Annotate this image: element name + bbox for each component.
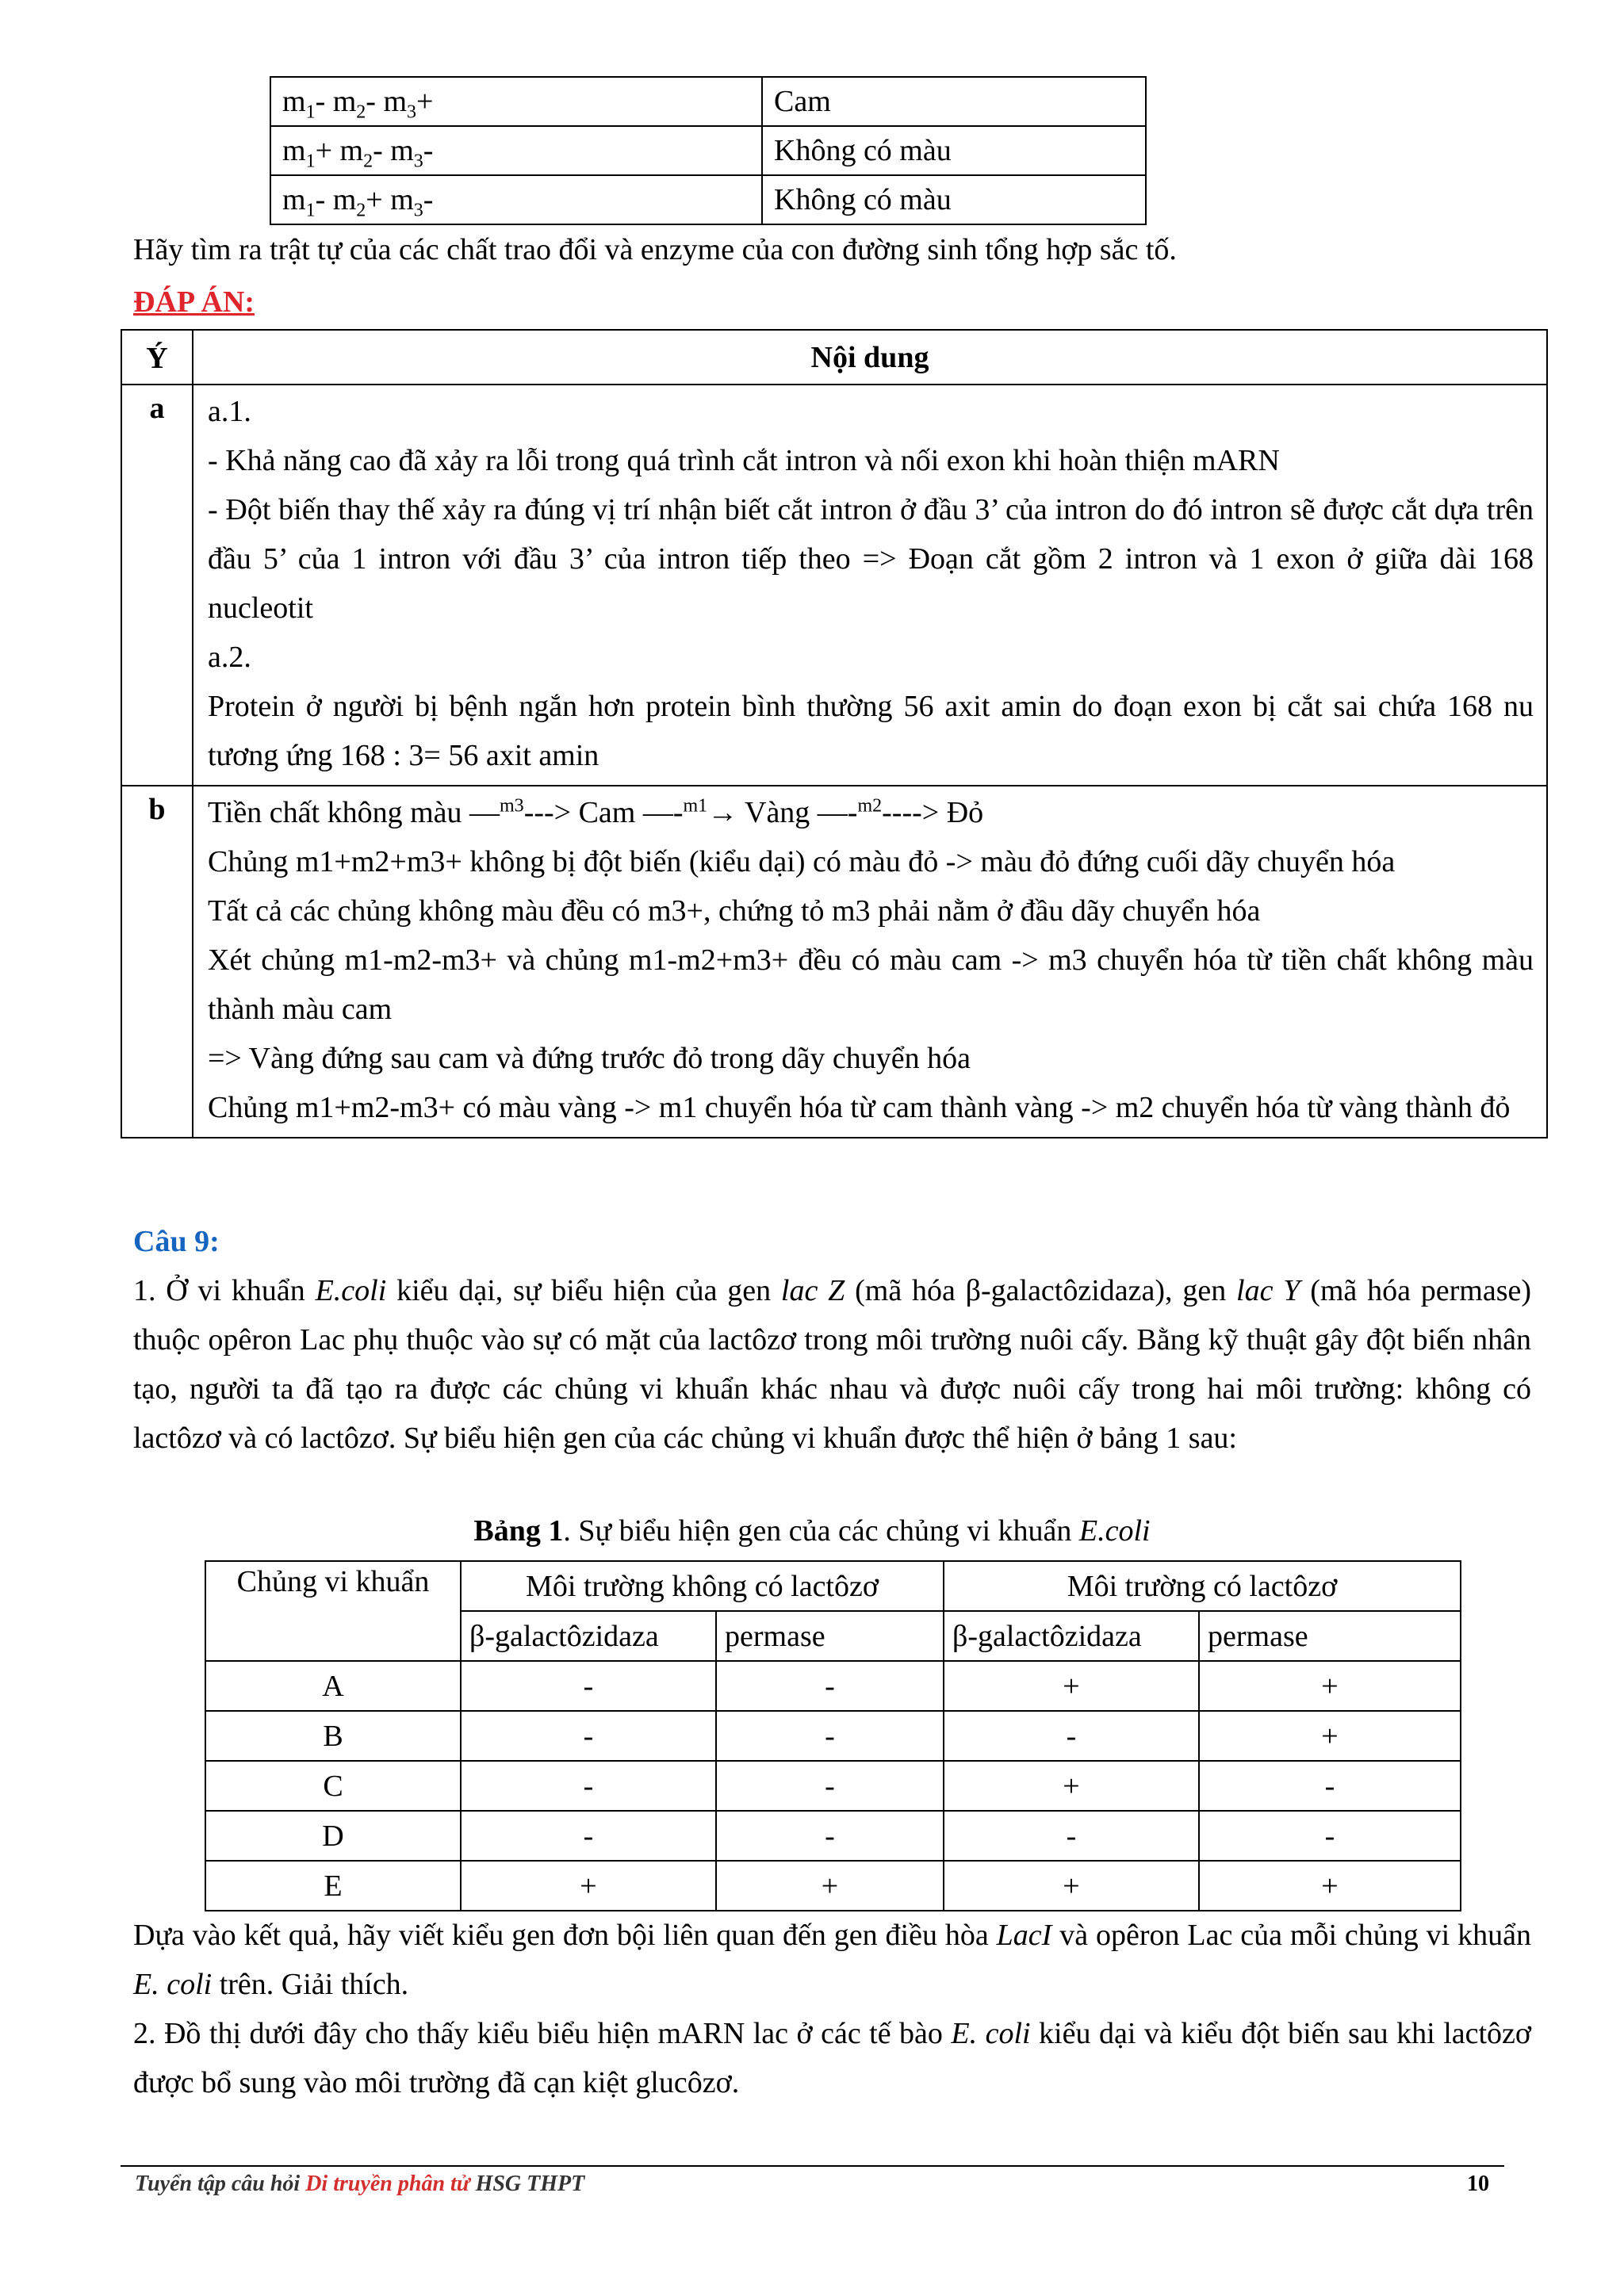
footer-divider: [121, 2165, 1504, 2167]
strain-name: C: [205, 1761, 461, 1811]
expression-cell: -: [716, 1711, 944, 1761]
footer-title: Tuyển tập câu hỏi Di truyền phân tử HSG THPT: [135, 2172, 585, 2196]
answer-a-line: a.1.: [208, 395, 251, 428]
answer-b-line: Tất cả các chủng không màu đều có m3+, chứng tỏ m3 phải nằm ở đầu dãy chuyển hóa: [208, 894, 1261, 928]
expression-cell: +: [461, 1861, 716, 1911]
expression-cell: -: [1199, 1811, 1461, 1861]
expression-cell: -: [716, 1661, 944, 1711]
strain-name: D: [205, 1811, 461, 1861]
enzyme-m2: m2: [857, 795, 883, 817]
pathway-step-cam: ---> Cam —-: [523, 796, 684, 829]
genotype-cell: $m_1-$ $m_2+ m_3-$: [270, 175, 762, 224]
answer-b-line: Chủng m1+m2-m3+ có màu vàng -> m1 chuyển hóa từ cam thành vàng -> m2 chuyển hóa từ vàng thành đỏ: [208, 1091, 1511, 1124]
row-a-content: [193, 385, 1547, 786]
row-a-label: a: [121, 385, 193, 786]
expression-cell: +: [1199, 1711, 1461, 1761]
genotype-cell: $m_1-$ $m_2-$ $m_3+$: [270, 77, 762, 126]
expression-cell: +: [944, 1661, 1199, 1711]
expression-cell: -: [716, 1811, 944, 1861]
expression-cell: +: [944, 1761, 1199, 1811]
expression-cell: -: [716, 1761, 944, 1811]
expression-cell: -: [461, 1711, 716, 1761]
expression-cell: +: [1199, 1861, 1461, 1911]
lac-expression-table: [205, 1560, 1461, 1911]
answer-heading: ĐÁP ÁN:: [133, 285, 255, 319]
strain-name: B: [205, 1711, 461, 1761]
expression-cell: -: [461, 1761, 716, 1811]
strain-name: E: [205, 1861, 461, 1911]
answer-b-line: Chủng m1+m2+m3+ không bị đột biến (kiểu dại) có màu đỏ -> màu đỏ đứng cuối dãy chuyển hóa: [208, 845, 1396, 878]
pathway-start: Tiền chất không màu —: [208, 796, 500, 829]
header-bgal-1: β-galactôzidaza: [461, 1611, 716, 1661]
expression-cell: -: [1199, 1761, 1461, 1811]
pathway-step-vang: → Vàng —-: [707, 796, 858, 829]
genotype-color-table: [270, 76, 1147, 225]
answer-b-line: => Vàng đứng sau cam và đứng trước đỏ trong dãy chuyển hóa: [208, 1042, 971, 1075]
pathway-line: [208, 788, 1534, 837]
answer-a-line: - Khả năng cao đã xảy ra lỗi trong quá trình cắt intron và nối exon khi hoàn thiện mARN: [208, 444, 1280, 477]
question-9-paragraph-3: 2. Đồ thị dưới đây cho thấy kiểu biểu hiện mARN lac ở các tế bào E. coli kiểu dại và kiểu đột biến sau khi lactôzơ được bổ sung vào môi trường đã cạn kiệt glucôzơ.: [133, 2017, 1531, 2099]
strain-name: A: [205, 1661, 461, 1711]
header-lactose: Môi trường có lactôzơ: [944, 1561, 1461, 1611]
answer-row-a: [121, 385, 1547, 786]
color-cell: Không có màu: [762, 126, 1146, 175]
enzyme-m1: m1: [683, 795, 708, 817]
header-permase-1: permase: [716, 1611, 944, 1661]
header-bgal-2: β-galactôzidaza: [944, 1611, 1199, 1661]
genotype-row: [270, 77, 1146, 126]
pathway-step-do: ----> Đỏ: [882, 796, 984, 829]
enzyme-m3: m3: [500, 795, 524, 817]
header-strain: Chủng vi khuẩn: [205, 1561, 461, 1661]
question-9-title: Câu 9:: [133, 1225, 220, 1258]
header-no-lactose: Môi trường không có lactôzơ: [461, 1561, 944, 1611]
header-content: Nội dung: [193, 330, 1547, 385]
answer-a-line: Protein ở người bị bệnh ngắn hơn protein bình thường 56 axit amin do đoạn exon bị cắt sai chứa 168 nu tương ứng 168 : 3= 56 axit amin: [208, 690, 1534, 772]
genotype-row: [270, 175, 1146, 224]
strain-row: [205, 1761, 1461, 1811]
answer-a-line: - Đột biến thay thế xảy ra đúng vị trí nhận biết cắt intron ở đầu 3’ của intron do đó intron sẽ được cắt dựa trên đầu 5’ của 1 intron với đầu 3’ của intron tiếp theo => Đoạn cắt gồm 2 intron và 1 exon ở giữa dài 168 nucleotit: [208, 493, 1534, 625]
table-1-caption: Bảng 1. Sự biểu hiện gen của các chủng vi khuẩn E.coli: [473, 1514, 1151, 1548]
strain-row: [205, 1661, 1461, 1711]
expression-cell: -: [461, 1661, 716, 1711]
row-b-label: b: [121, 786, 193, 1138]
color-cell: Cam: [762, 77, 1146, 126]
strain-row: [205, 1711, 1461, 1761]
answer-a-line: a.2.: [208, 641, 251, 674]
genotype-cell: $m_1+ m_2-$ $m_3-$: [270, 126, 762, 175]
page-number: 10: [1467, 2172, 1489, 2196]
header-permase-2: permase: [1199, 1611, 1461, 1661]
question-line: Hãy tìm ra trật tự của các chất trao đổi và enzyme của con đường sinh tổng hợp sắc tố.: [133, 233, 1177, 266]
color-cell: Không có màu: [762, 175, 1146, 224]
answer-row-b: [121, 786, 1547, 1138]
question-9-paragraph-2: Dựa vào kết quả, hãy viết kiểu gen đơn bội liên quan đến gen điều hòa LacI và opêron Lac của mỗi chủng vi khuẩn E. coli trên. Giải thích.: [133, 1919, 1531, 2001]
genotype-row: [270, 126, 1146, 175]
answer-table: [121, 329, 1548, 1138]
expression-cell: -: [944, 1811, 1199, 1861]
question-9-paragraph-1: 1. Ở vi khuẩn E.coli kiểu dại, sự biểu hiện của gen lac Z (mã hóa β-galactôzidaza), gen lac Y (mã hóa permase) thuộc opêron Lac phụ thuộc vào sự có mặt của lactôzơ trong môi trường nuôi cấy. Bằng kỹ thuật gây đột biến nhân tạo, người ta đã tạo ra được các chủng vi khuẩn khác nhau và được nuôi cấy trong hai môi trường: không có lactôzơ và có lactôzơ. Sự biểu hiện gen của các chủng vi khuẩn được thể hiện ở bảng 1 sau:: [133, 1274, 1532, 1455]
answer-b-line: Xét chủng m1-m2-m3+ và chủng m1-m2+m3+ đều có màu cam -> m3 chuyển hóa từ tiền chất không màu thành màu cam: [208, 943, 1534, 1026]
header-y: Ý: [121, 330, 193, 385]
expression-cell: +: [944, 1861, 1199, 1911]
expression-cell: -: [461, 1811, 716, 1861]
expression-cell: +: [1199, 1661, 1461, 1711]
expression-cell: +: [716, 1861, 944, 1911]
strain-row: [205, 1811, 1461, 1861]
row-b-content: [193, 786, 1547, 1138]
expression-cell: -: [944, 1711, 1199, 1761]
strain-row: [205, 1861, 1461, 1911]
